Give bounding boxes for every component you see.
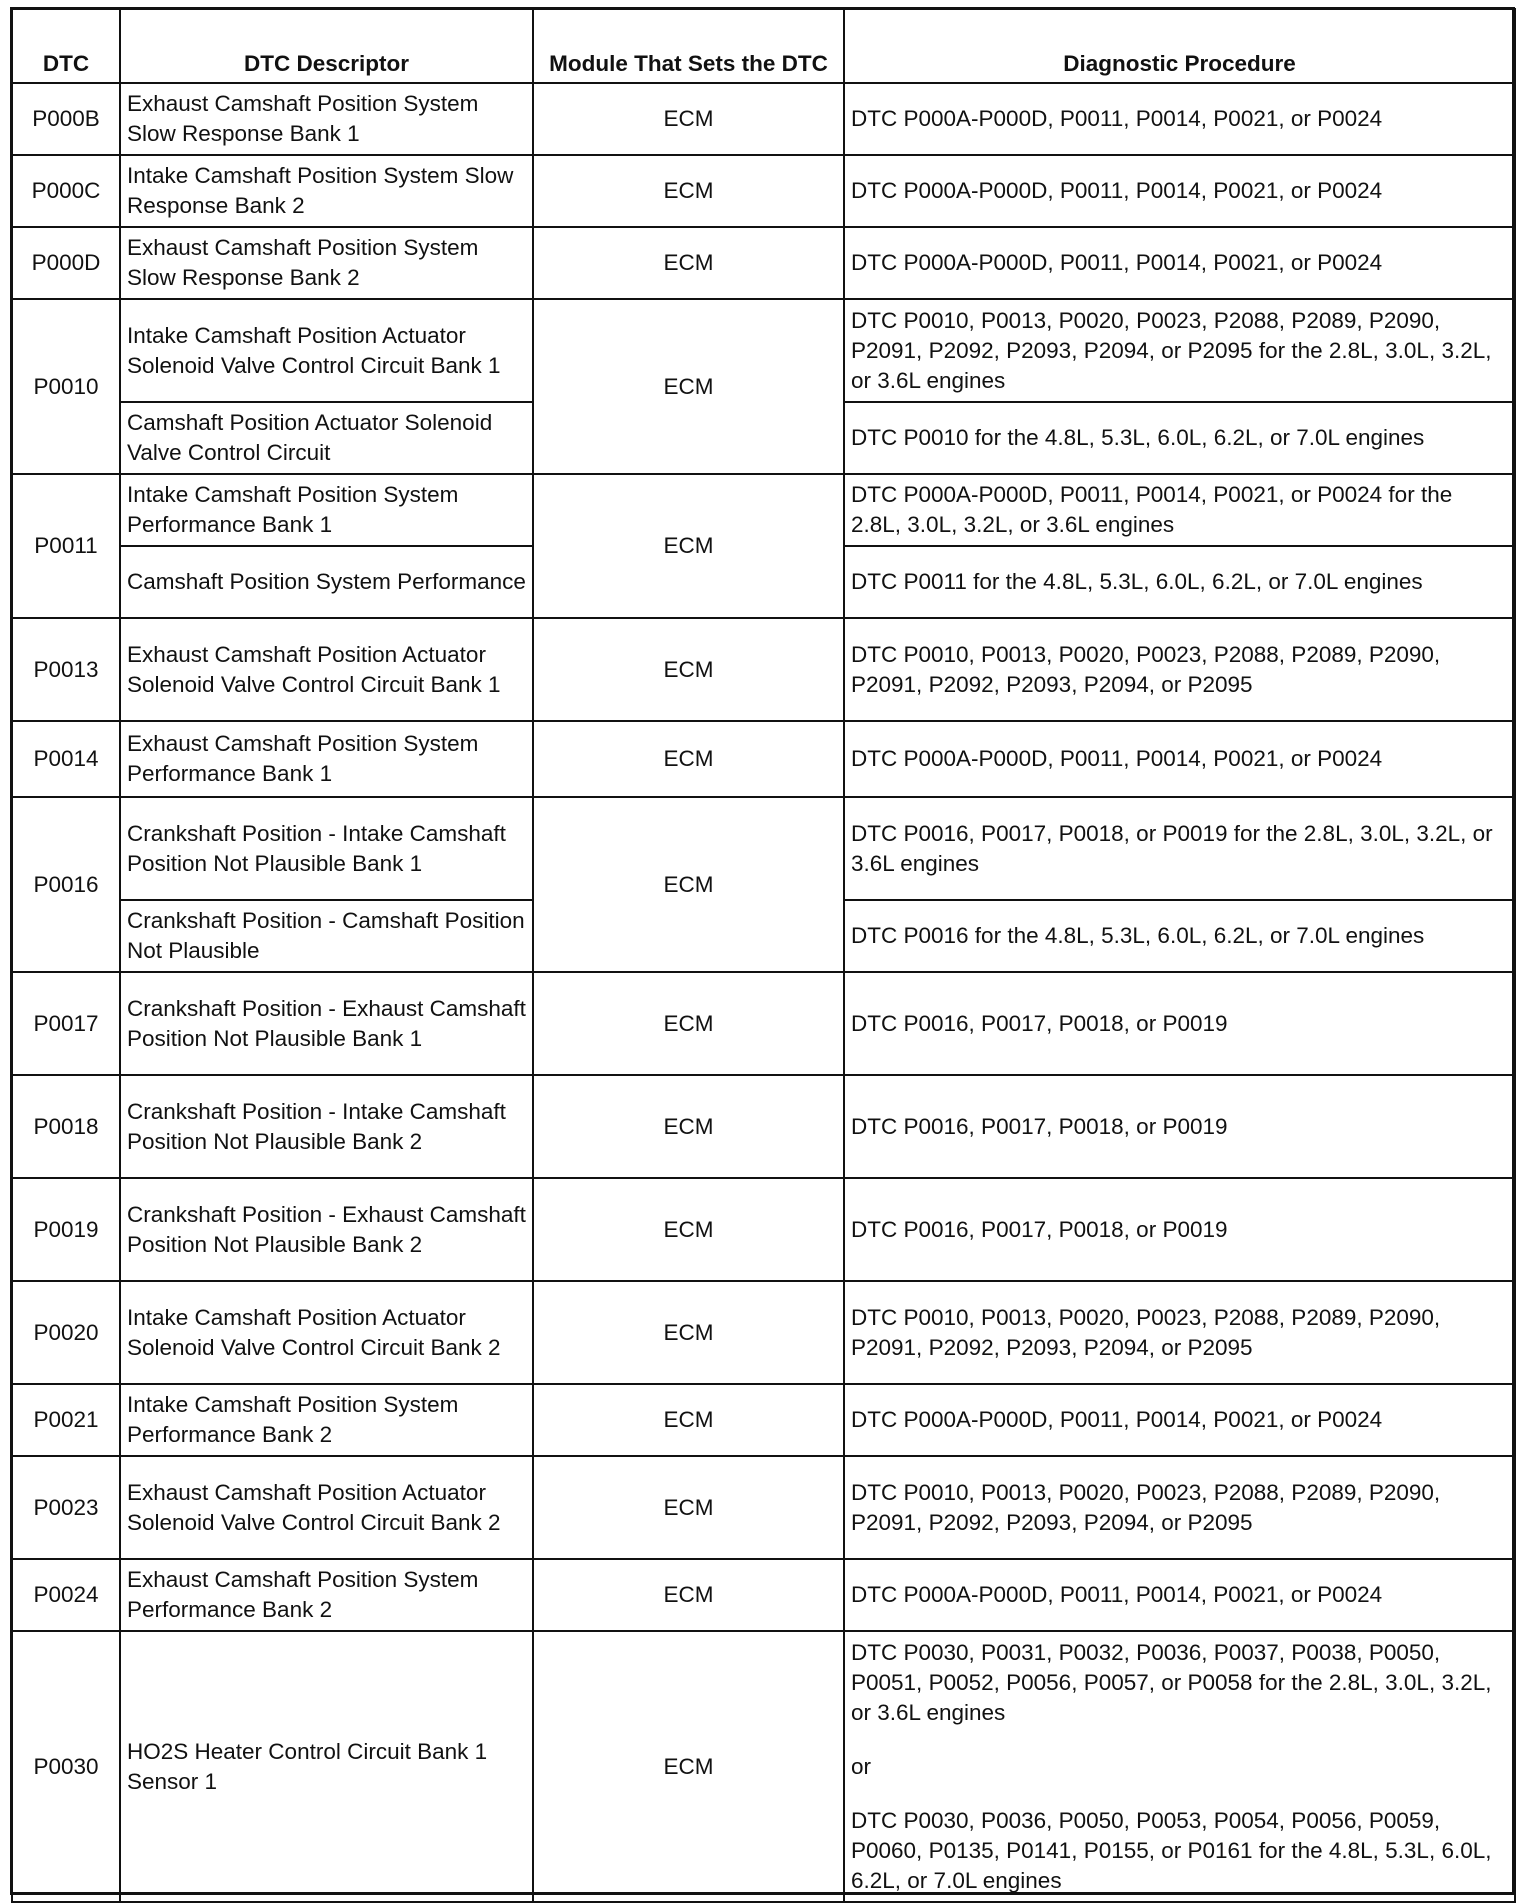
dtc-descriptor: Exhaust Camshaft Position System Performance Bank 1 xyxy=(120,721,533,797)
dtc-descriptor: Camshaft Position Actuator Solenoid Valve Control Circuit xyxy=(120,402,533,474)
table-row xyxy=(12,1384,1515,1456)
dtc-procedure: DTC P000A-P000D, P0011, P0014, P0021, or P0024 xyxy=(844,721,1515,797)
dtc-procedure: DTC P0016, P0017, P0018, or P0019 xyxy=(844,972,1515,1075)
dtc-descriptor: Exhaust Camshaft Position System Slow Response Bank 1 xyxy=(120,83,533,155)
dtc-code: P0021 xyxy=(12,1384,120,1456)
dtc-module: ECM xyxy=(533,797,844,972)
table-row xyxy=(12,227,1515,299)
dtc-table xyxy=(11,8,1516,1903)
dtc-descriptor: Intake Camshaft Position Actuator Solenoid Valve Control Circuit Bank 2 xyxy=(120,1281,533,1384)
table-row xyxy=(12,1075,1515,1178)
header-row xyxy=(12,9,1515,83)
dtc-module: ECM xyxy=(533,1631,844,1902)
procedure-option-b: DTC P0030, P0036, P0050, P0053, P0054, P0056, P0059, P0060, P0135, P0141, P0155, or P0161 for the 4.8L, 5.3L, 6.0L, 6.2L, or 7.0L engines xyxy=(851,1807,1492,1893)
procedure-gap xyxy=(851,1782,1508,1806)
dtc-descriptor: Exhaust Camshaft Position System Performance Bank 2 xyxy=(120,1559,533,1631)
dtc-module: ECM xyxy=(533,1384,844,1456)
dtc-code: P000D xyxy=(12,227,120,299)
dtc-procedure: DTC P0016, P0017, P0018, or P0019 xyxy=(844,1075,1515,1178)
table-row xyxy=(12,972,1515,1075)
dtc-descriptor: Exhaust Camshaft Position Actuator Solenoid Valve Control Circuit Bank 1 xyxy=(120,618,533,721)
dtc-descriptor: Crankshaft Position - Camshaft Position Not Plausible xyxy=(120,900,533,972)
dtc-procedure: DTC P000A-P000D, P0011, P0014, P0021, or P0024 xyxy=(844,83,1515,155)
table-row xyxy=(12,299,1515,402)
procedure-or: or xyxy=(851,1753,872,1779)
dtc-procedure: DTC P000A-P000D, P0011, P0014, P0021, or P0024 xyxy=(844,227,1515,299)
dtc-code: P0024 xyxy=(12,1559,120,1631)
dtc-module: ECM xyxy=(533,299,844,474)
dtc-descriptor: Intake Camshaft Position System Slow Response Bank 2 xyxy=(120,155,533,227)
table-header xyxy=(12,9,1515,83)
dtc-descriptor: HO2S Heater Control Circuit Bank 1 Sensor 1 xyxy=(120,1631,533,1902)
dtc-code: P0010 xyxy=(12,299,120,474)
table-row xyxy=(12,1456,1515,1559)
dtc-module: ECM xyxy=(533,83,844,155)
dtc-module: ECM xyxy=(533,1559,844,1631)
dtc-descriptor: Camshaft Position System Performance xyxy=(120,546,533,618)
dtc-module: ECM xyxy=(533,1456,844,1559)
dtc-procedure: DTC P0010, P0013, P0020, P0023, P2088, P2089, P2090, P2091, P2092, P2093, P2094, or P2095 xyxy=(844,618,1515,721)
dtc-descriptor: Crankshaft Position - Intake Camshaft Position Not Plausible Bank 1 xyxy=(120,797,533,900)
dtc-procedure: DTC P0016 for the 4.8L, 5.3L, 6.0L, 6.2L, or 7.0L engines xyxy=(844,900,1515,972)
table-row xyxy=(12,618,1515,721)
dtc-code: P000C xyxy=(12,155,120,227)
dtc-descriptor: Crankshaft Position - Exhaust Camshaft Position Not Plausible Bank 1 xyxy=(120,972,533,1075)
dtc-module: ECM xyxy=(533,1075,844,1178)
dtc-procedure: DTC P0010, P0013, P0020, P0023, P2088, P2089, P2090, P2091, P2092, P2093, P2094, or P2095 xyxy=(844,1281,1515,1384)
dtc-descriptor: Exhaust Camshaft Position System Slow Response Bank 2 xyxy=(120,227,533,299)
dtc-code: P0014 xyxy=(12,721,120,797)
dtc-code: P0018 xyxy=(12,1075,120,1178)
procedure-option-a: DTC P0030, P0031, P0032, P0036, P0037, P0038, P0050, P0051, P0052, P0056, P0057, or P0058 for the 2.8L, 3.0L, 3.2L, or 3.6L engines xyxy=(851,1639,1492,1725)
dtc-module: ECM xyxy=(533,155,844,227)
dtc-procedure: DTC P000A-P000D, P0011, P0014, P0021, or P0024 xyxy=(844,1559,1515,1631)
dtc-code: P0020 xyxy=(12,1281,120,1384)
table-row xyxy=(12,1559,1515,1631)
dtc-procedure: DTC P0010, P0013, P0020, P0023, P2088, P2089, P2090, P2091, P2092, P2093, P2094, or P2095 xyxy=(844,1456,1515,1559)
header-module: Module That Sets the DTC xyxy=(533,9,844,83)
table-row xyxy=(12,1631,1515,1902)
dtc-code: P0016 xyxy=(12,797,120,972)
table-row xyxy=(12,155,1515,227)
dtc-procedure: DTC P000A-P000D, P0011, P0014, P0021, or P0024 xyxy=(844,155,1515,227)
dtc-code: P0017 xyxy=(12,972,120,1075)
table-row xyxy=(12,797,1515,900)
table-row xyxy=(12,1281,1515,1384)
dtc-descriptor: Crankshaft Position - Exhaust Camshaft Position Not Plausible Bank 2 xyxy=(120,1178,533,1281)
dtc-code: P0019 xyxy=(12,1178,120,1281)
dtc-procedure: DTC P0011 for the 4.8L, 5.3L, 6.0L, 6.2L, or 7.0L engines xyxy=(844,546,1515,618)
table-body xyxy=(12,83,1515,1902)
dtc-code: P0013 xyxy=(12,618,120,721)
dtc-procedure: DTC P000A-P000D, P0011, P0014, P0021, or P0024 for the 2.8L, 3.0L, 3.2L, or 3.6L engines xyxy=(844,474,1515,546)
dtc-descriptor: Exhaust Camshaft Position Actuator Solenoid Valve Control Circuit Bank 2 xyxy=(120,1456,533,1559)
header-dtc: DTC xyxy=(12,9,120,83)
header-descriptor: DTC Descriptor xyxy=(120,9,533,83)
dtc-module: ECM xyxy=(533,721,844,797)
procedure-gap xyxy=(851,1728,1508,1752)
dtc-descriptor: Intake Camshaft Position System Performance Bank 2 xyxy=(120,1384,533,1456)
dtc-code: P0030 xyxy=(12,1631,120,1902)
dtc-module: ECM xyxy=(533,1281,844,1384)
header-procedure: Diagnostic Procedure xyxy=(844,9,1515,83)
dtc-descriptor: Crankshaft Position - Intake Camshaft Position Not Plausible Bank 2 xyxy=(120,1075,533,1178)
dtc-procedure: DTC P0016, P0017, P0018, or P0019 for the 2.8L, 3.0L, 3.2L, or 3.6L engines xyxy=(844,797,1515,900)
dtc-procedure: DTC P000A-P000D, P0011, P0014, P0021, or P0024 xyxy=(844,1384,1515,1456)
dtc-procedure: DTC P0010, P0013, P0020, P0023, P2088, P2089, P2090, P2091, P2092, P2093, P2094, or P2095 for the 2.8L, 3.0L, 3.2L, or 3.6L engines xyxy=(844,299,1515,402)
dtc-module: ECM xyxy=(533,227,844,299)
table-row xyxy=(12,721,1515,797)
dtc-code: P000B xyxy=(12,83,120,155)
dtc-module: ECM xyxy=(533,618,844,721)
dtc-procedure: DTC P0010 for the 4.8L, 5.3L, 6.0L, 6.2L, or 7.0L engines xyxy=(844,402,1515,474)
dtc-module: ECM xyxy=(533,1178,844,1281)
dtc-code: P0023 xyxy=(12,1456,120,1559)
dtc-module: ECM xyxy=(533,972,844,1075)
dtc-procedure xyxy=(844,1631,1515,1902)
dtc-module: ECM xyxy=(533,474,844,618)
dtc-descriptor: Intake Camshaft Position Actuator Solenoid Valve Control Circuit Bank 1 xyxy=(120,299,533,402)
table-row xyxy=(12,83,1515,155)
dtc-descriptor: Intake Camshaft Position System Performance Bank 1 xyxy=(120,474,533,546)
table-row xyxy=(12,1178,1515,1281)
table-row xyxy=(12,474,1515,546)
dtc-procedure: DTC P0016, P0017, P0018, or P0019 xyxy=(844,1178,1515,1281)
dtc-code: P0011 xyxy=(12,474,120,618)
